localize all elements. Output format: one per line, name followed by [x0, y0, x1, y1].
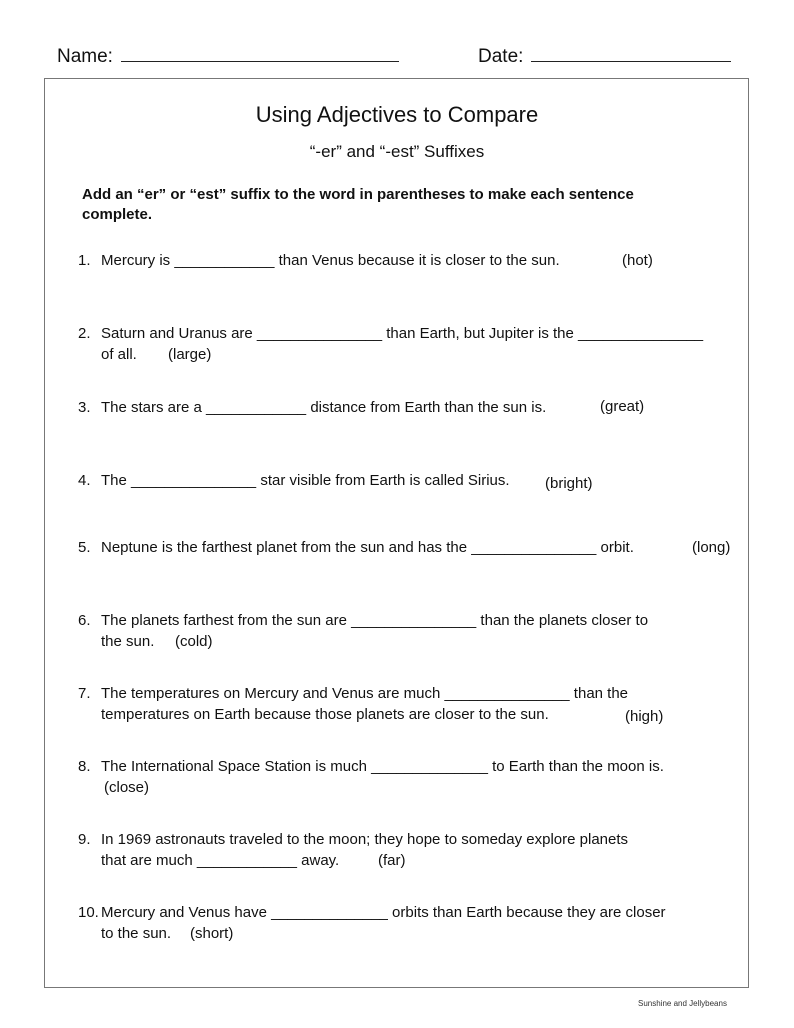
question-number: 5.: [78, 539, 91, 556]
hint-word: (high): [625, 708, 664, 725]
question-number: 3.: [78, 399, 91, 416]
question-number: 6.: [78, 612, 91, 629]
question-text: the sun.: [101, 633, 155, 650]
hint-word: (far): [378, 852, 406, 869]
worksheet-title: Using Adjectives to Compare: [255, 102, 539, 127]
question-text: Saturn and Uranus are _______________ than Earth, but Jupiter is the _______________: [101, 325, 704, 342]
hint-word: (cold): [175, 633, 213, 650]
hint-word: (short): [190, 925, 234, 942]
worksheet-subtitle: “-er” and “-est” Suffixes: [309, 142, 485, 161]
hint-word: (long): [692, 539, 731, 556]
question-text: The planets farthest from the sun are _______________ than the planets closer to: [101, 612, 649, 629]
question-text: In 1969 astronauts traveled to the moon; they hope to someday explore planets: [101, 831, 629, 848]
question-text: Neptune is the farthest planet from the sun and has the _______________ orbit.: [101, 539, 634, 556]
name-blank[interactable]: [121, 43, 399, 62]
question-number: 2.: [78, 325, 91, 342]
question-text: that are much ____________ away.: [101, 852, 340, 869]
question-number: 10.: [78, 904, 99, 921]
question-text: Mercury is ____________ than Venus because it is closer to the sun.: [101, 252, 560, 269]
question-text: The International Space Station is much ______________ to Earth than the moon is.: [101, 758, 664, 775]
question-number: 8.: [78, 758, 91, 775]
question-number: 4.: [78, 472, 91, 489]
name-field[interactable]: [57, 43, 399, 68]
date-field[interactable]: [478, 43, 731, 68]
hint-word: (great): [600, 398, 645, 415]
question-number: 7.: [78, 685, 91, 702]
instructions: Add an “er” or “est” suffix to the word in parentheses to make each sentence complete.: [82, 186, 634, 223]
hint-word: (large): [168, 346, 212, 363]
footer-credit: Sunshine and Jellybeans: [638, 999, 727, 1008]
date-blank[interactable]: [531, 43, 731, 62]
question-text: to the sun.: [101, 925, 172, 942]
question-number: 1.: [78, 252, 91, 269]
hint-word: (hot): [622, 252, 653, 269]
question-text: Mercury and Venus have ______________ orbits than Earth because they are closer: [101, 904, 666, 921]
question-text: The temperatures on Mercury and Venus are much _______________ than the: [101, 685, 629, 702]
question-text: temperatures on Earth because those planets are closer to the sun.: [101, 706, 549, 723]
hint-word: (bright): [545, 475, 593, 492]
hint-word: (close): [104, 779, 150, 796]
date-label: Date:: [478, 46, 524, 67]
question-text: The _______________ star visible from Earth is called Sirius.: [101, 472, 510, 489]
name-label: Name:: [57, 46, 113, 67]
question-number: 9.: [78, 831, 91, 848]
question-text: of all.: [101, 346, 137, 363]
question-text: The stars are a ____________ distance from Earth than the sun is.: [101, 399, 547, 416]
